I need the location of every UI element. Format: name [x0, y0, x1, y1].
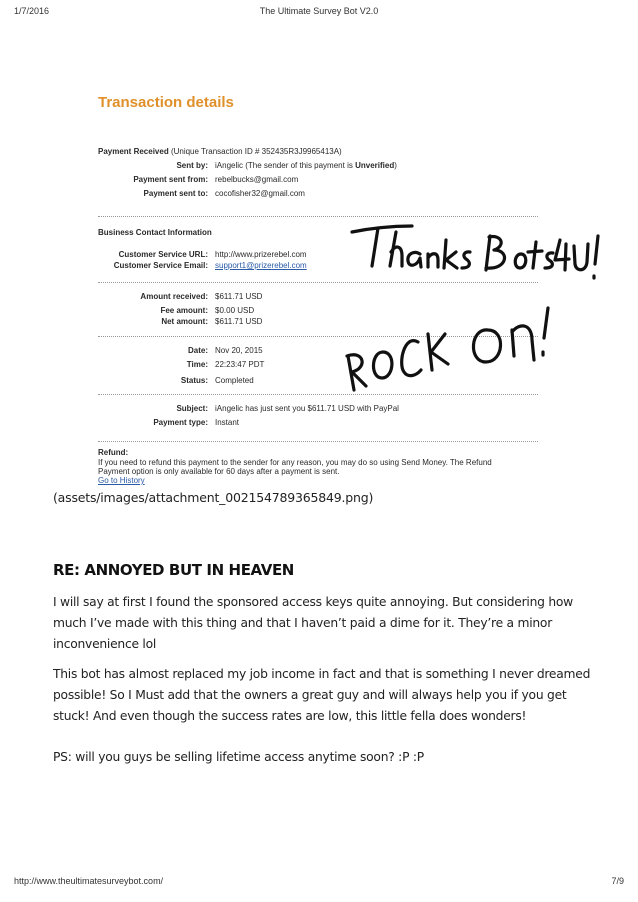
- payment-received-line: [98, 147, 342, 156]
- fee-amount-value: $0.00 USD: [215, 306, 255, 315]
- image-caption: (assets/images/attachment_002154789365849.png): [53, 490, 374, 505]
- sent-from-value: rebelbucks@gmail.com: [215, 175, 299, 184]
- sent-by-value: iAngelic (The sender of this payment is Unverified): [215, 161, 397, 170]
- post-paragraph-2: This bot has almost replaced my job income in fact and that is something I never dreamed possible! So I Must add that the owners a great guy and will always help you if you get stuck! And even though the success rates are low, this little fella does wonders!: [53, 667, 591, 723]
- payment-type-label: Payment type:: [153, 418, 208, 427]
- post-title: RE: ANNOYED BUT IN HEAVEN: [53, 561, 294, 579]
- divider: [98, 441, 538, 442]
- sent-by-label: Sent by:: [176, 161, 208, 170]
- subject-value: iAngelic has just sent you $611.71 USD with PayPal: [215, 404, 399, 413]
- date-value: Nov 20, 2015: [215, 346, 263, 355]
- transaction-receipt-image: [98, 88, 538, 485]
- header-date: 1/7/2016: [14, 6, 50, 16]
- refund-label: Refund:: [98, 448, 129, 457]
- receipt-title: Transaction details: [98, 94, 234, 111]
- footer-url: http://www.theultimatesurveybot.com/: [14, 876, 164, 886]
- net-amount-value: $611.71 USD: [215, 317, 263, 326]
- date-label: Date:: [187, 346, 208, 355]
- sent-to-label: Payment sent to:: [143, 189, 208, 198]
- business-contact-heading: Business Contact Information: [98, 228, 212, 237]
- status-label: Status:: [180, 376, 208, 385]
- divider: [98, 336, 538, 337]
- time-value: 22:23:47 PDT: [215, 360, 265, 369]
- verification-status: Unverified: [355, 161, 395, 170]
- refund-text-2: Payment option is only available for 60 days after a payment is sent.: [98, 467, 340, 476]
- net-amount-label: Net amount:: [161, 317, 208, 326]
- header-title: The Ultimate Survey Bot V2.0: [259, 6, 379, 16]
- transaction-id: (Unique Transaction ID # 352435R3J9965413A): [170, 147, 342, 156]
- cs-url-label: Customer Service URL:: [118, 250, 208, 259]
- status-value: Completed: [215, 376, 254, 385]
- fee-amount-label: Fee amount:: [160, 306, 208, 315]
- sent-from-label: Payment sent from:: [133, 175, 208, 184]
- time-label: Time:: [186, 360, 208, 369]
- footer-page-number: 7/9: [611, 876, 624, 886]
- sent-to-value: cocofisher32@gmail.com: [215, 189, 305, 198]
- divider: [98, 394, 538, 395]
- cs-email-label: Customer Service Email:: [113, 261, 208, 270]
- divider: [98, 216, 538, 217]
- subject-label: Subject:: [176, 404, 208, 413]
- post-paragraph-3: PS: will you guys be selling lifetime access anytime soon? :P :P: [53, 750, 424, 764]
- cs-url-value: http://www.prizerebel.com: [215, 250, 307, 259]
- divider: [98, 282, 538, 283]
- payment-type-value: Instant: [215, 418, 240, 427]
- amount-received-value: $611.71 USD: [215, 292, 263, 301]
- cs-email-link: support1@prizerebel.com: [215, 261, 307, 270]
- refund-text-1: If you need to refund this payment to the sender for any reason, you may do so using Send Money. The Refund: [98, 458, 492, 467]
- go-to-history-link: Go to History: [98, 476, 145, 485]
- payment-received-label: Payment Received: [98, 147, 169, 156]
- amount-received-label: Amount received:: [140, 292, 208, 301]
- post-paragraph-1: I will say at first I found the sponsored access keys quite annoying. But considering how much I’ve made with this thing and that I haven’t paid a dime for it. They’re a minor inconvenience lol: [53, 595, 573, 651]
